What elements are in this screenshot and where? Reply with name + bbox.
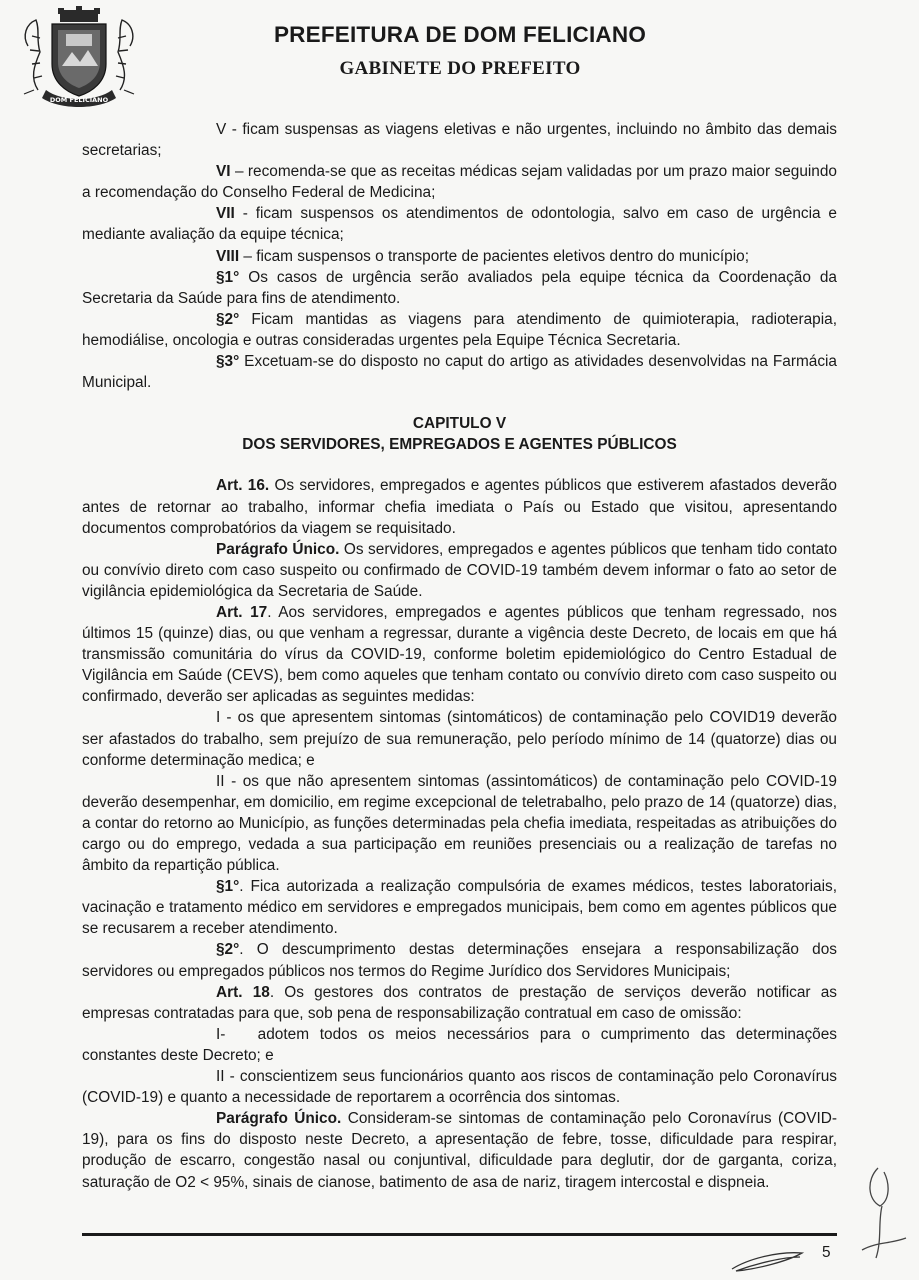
paragraph-sec3	[82, 351, 837, 393]
item-label: §1°	[216, 878, 240, 896]
item-label: Art. 18	[216, 983, 270, 1001]
item-text: . Fica autorizada a realização compulsória de exames médicos, testes laboratoriais, vacinação e tratamento médico em servidores e empregados municipais, bem como em agentes públicos que se recusarem a receber atendimento.	[82, 878, 837, 938]
item-text: adotem todos os meios necessários para o cumprimento das determinações constantes deste Decreto; e	[82, 1025, 842, 1064]
item-text: . Os gestores dos contratos de prestação de serviços deverão notificar as empresas contratadas para que, sob pena de responsabilização contratual em caso de omissão:	[82, 983, 837, 1022]
header-subtitle: GABINETE DO PREFEITO	[339, 58, 581, 79]
header-title: PREFEITURA DE DOM FELICIANO	[273, 22, 647, 47]
footer-rule	[82, 1233, 837, 1236]
handwritten-paraph-signature	[728, 1245, 808, 1275]
chapter-title: DOS SERVIDORES, EMPREGADOS E AGENTES PÚBLICOS	[242, 436, 677, 454]
item-label: I-	[216, 1025, 226, 1043]
item-label: §3°	[216, 353, 240, 371]
paragraph-art16-unico	[82, 539, 837, 602]
item-text: . O descumprimento destas determinações ensejara a responsabilização dos servidores ou empregados públicos nos termos do Regime Jurídico dos Servidores Municipais;	[82, 941, 837, 980]
document-body	[82, 119, 842, 1193]
paragraph-art17-ii	[82, 771, 837, 876]
item-text: – recomenda-se que as receitas médicas sejam validadas por um prazo maior seguindo a recomendação do Conselho Federal de Medicina;	[82, 163, 837, 202]
item-text: - os que não apresentem sintomas (assintomáticos) de contaminação pelo COVID-19 deverão desempenhar, em domicilio, em regime excepcional de teletrabalho, pelo prazo de 14 (quatorze) dias, a contar do retorno ao Município, as funções determinadas pela chefia imediata, respeitadas as atribuições do cargo ou do emprego, vedada a sua participação em reuniões presenciais ou a realização de tarefas no âmbito da repartição pública.	[82, 772, 837, 875]
item-text: - ficam suspensos os atendimentos de odontologia, salvo em caso de urgência e mediante avaliação da equipe técnica;	[82, 205, 837, 244]
paragraph-art18-unico	[82, 1108, 837, 1192]
item-label: VIII	[216, 247, 240, 265]
paragraph-item-vii	[82, 203, 837, 245]
seal-banner-text: DOM FELICIANO	[49, 96, 109, 104]
item-label: §2°	[216, 310, 240, 328]
paragraph-sec2	[82, 309, 837, 351]
item-label: VII	[216, 205, 235, 223]
item-text: Consideram-se sintomas de contaminação pelo Coronavírus (COVID-19), para os fins do disposto neste Decreto, a apresentação de febre, tosse, dificuldade para respirar, produção de escarro, congestão nasal ou conjuntival, dificuldade para deglutir, dor de garganta, coriza, saturação de O2 < 95%, sinais de cianose, batimento de asa de nariz, tiragem intercostal e dispneia.	[82, 1110, 837, 1191]
handwritten-initials-signature	[856, 1160, 911, 1270]
paragraph-art18	[82, 982, 837, 1024]
paragraph-item-viii	[82, 246, 837, 267]
item-text: Os servidores, empregados e agentes públicos que tenham tido contato ou convívio direto com caso suspeito ou confirmado de COVID-19 também devem informar o fato ao setor de vigilância epidemiológica da Secretaria de Saúde.	[82, 540, 837, 600]
item-label: Art. 17	[216, 603, 268, 621]
item-label: I	[216, 709, 221, 727]
item-text: - ficam suspensas as viagens eletivas e não urgentes, incluindo no âmbito das demais secretarias;	[82, 121, 837, 160]
paragraph-art18-ii	[82, 1066, 837, 1108]
paragraph-sec1	[82, 267, 837, 309]
item-text: – ficam suspensos o transporte de pacientes eletivos dentro do município;	[239, 247, 749, 265]
paragraph-art17-i	[82, 707, 837, 770]
chapter-number: CAPITULO V	[412, 415, 507, 433]
item-text: . Aos servidores, empregados e agentes públicos que tenham regressado, nos últimos 15 (quinze) dias, ou que venham a regressar, durante a vigência deste Decreto, de locais em que há transmissão comunitária do vírus da COVID-19, conforme boletim epidemiológico do Centro Estadual de Vigilância em Saúde (CEVS), bem como aqueles que tenham contato ou convívio direto com caso suspeito ou confirmado, deverão ser aplicadas as seguintes medidas:	[82, 603, 837, 706]
item-text: Excetuam-se do disposto no caput do artigo as atividades desenvolvidas na Farmácia Municipal.	[82, 353, 837, 392]
item-text: Os casos de urgência serão avaliados pela equipe técnica da Coordenação da Secretaria da Saúde para fins de atendimento.	[82, 268, 837, 307]
item-label: V	[216, 121, 227, 138]
item-text: Ficam mantidas as viagens para atendimento de quimioterapia, radioterapia, hemodiálise, oncologia e outras consideradas urgentes pela Equipe Técnica Secretaria.	[82, 310, 837, 349]
item-label: §2°	[216, 941, 240, 959]
item-text: - conscientizem seus funcionários quanto aos riscos de contaminação pelo Coronavírus (COVID-19) e quanto a necessidade de reportarem a ocorrência dos sintomas.	[82, 1068, 837, 1107]
paragraph-art18-i	[82, 1024, 842, 1066]
coat-of-arms-seal	[18, 6, 140, 112]
paragraph-item-v	[82, 119, 837, 161]
item-label: Art. 16.	[216, 477, 270, 495]
page-number: 5	[822, 1244, 831, 1261]
paragraph-art16	[82, 475, 837, 538]
item-text: Os servidores, empregados e agentes públicos que estiverem afastados deverão antes de retornar ao trabalho, informar chefia imediata o País ou Estado que visitou, apresentando documentos comprobatórios da viagem se requisitado.	[82, 477, 837, 537]
item-label: §1°	[216, 268, 240, 286]
paragraph-art17-sec1	[82, 876, 837, 939]
item-label: Parágrafo Único.	[216, 540, 340, 558]
item-text: - os que apresentem sintomas (sintomáticos) de contaminação pelo COVID19 deverão ser afastados do trabalho, sem prejuízo de sua remuneração, pelo período mínimo de 14 (quatorze) dias ou conforme determinação medica; e	[82, 709, 837, 769]
item-label: II	[216, 1068, 225, 1086]
item-label: II	[216, 772, 225, 790]
paragraph-art17-sec2	[82, 939, 837, 981]
item-label: VI	[216, 163, 231, 181]
paragraph-item-vi	[82, 161, 837, 203]
paragraph-art17	[82, 602, 837, 707]
item-label: Parágrafo Único.	[216, 1110, 342, 1128]
